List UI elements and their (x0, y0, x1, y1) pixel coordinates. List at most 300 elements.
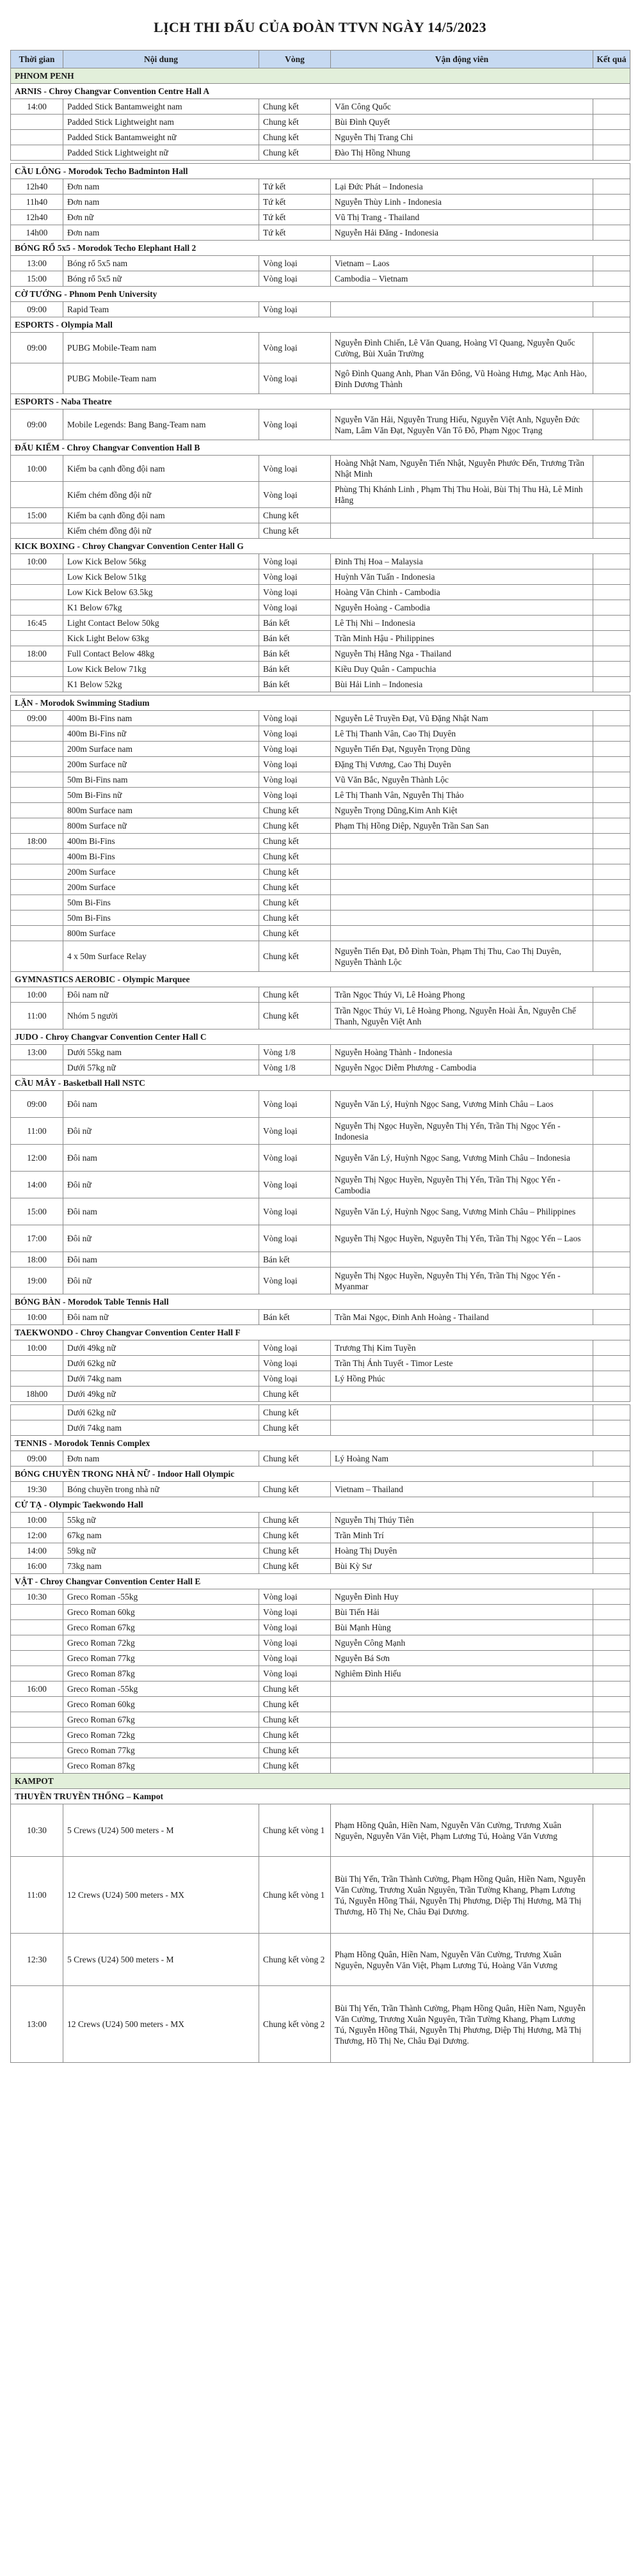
event-time (11, 1635, 63, 1651)
event-content: Dưới 74kg nam (63, 1420, 259, 1436)
venue-row (11, 164, 630, 179)
event-result (593, 849, 630, 864)
event-time (11, 1651, 63, 1666)
event-result (593, 1482, 630, 1497)
event-round: Vòng loại (259, 482, 331, 508)
event-athletes (331, 508, 593, 523)
event-result (593, 941, 630, 972)
event-result (593, 99, 630, 115)
event-round: Vòng loại (259, 456, 331, 482)
event-round: Chung kết (259, 508, 331, 523)
event-content: Low Kick Below 71kg (63, 662, 259, 677)
event-athletes: Nguyễn Đình Huy (331, 1589, 593, 1605)
event-round: Chung kết (259, 1697, 331, 1712)
event-time (11, 363, 63, 394)
event-result (593, 409, 630, 440)
event-time (11, 742, 63, 757)
event-row (11, 1118, 630, 1145)
event-athletes (331, 834, 593, 849)
event-round: Vòng loại (259, 711, 331, 726)
event-athletes: Nguyễn Văn Lý, Huỳnh Ngọc Sang, Vương Minh Châu – Indonesia (331, 1145, 593, 1172)
event-result (593, 926, 630, 941)
event-athletes: Vietnam – Laos (331, 256, 593, 271)
event-time: 18:00 (11, 646, 63, 662)
event-row (11, 302, 630, 317)
region-row (11, 1774, 630, 1789)
event-result (593, 1651, 630, 1666)
event-result (593, 1986, 630, 2063)
event-athletes: Bùi Đình Quyết (331, 115, 593, 130)
event-time (11, 482, 63, 508)
event-athletes: Nguyễn Thị Ngọc Huyền, Nguyễn Thị Yến, Trần Thị Ngọc Yến - Myanmar (331, 1268, 593, 1294)
event-result (593, 1758, 630, 1774)
event-round: Bán kết (259, 616, 331, 631)
event-time: 10:00 (11, 1340, 63, 1356)
event-athletes: Đào Thị Hồng Nhung (331, 145, 593, 161)
event-row (11, 677, 630, 692)
event-round: Chung kết (259, 1387, 331, 1402)
event-result (593, 1268, 630, 1294)
event-time (11, 895, 63, 910)
event-time: 18:00 (11, 834, 63, 849)
event-row (11, 757, 630, 772)
venue-row (11, 84, 630, 99)
event-time: 12:00 (11, 1528, 63, 1543)
event-content: Kiếm ba cạnh đồng đội nam (63, 456, 259, 482)
event-round: Vòng loại (259, 1268, 331, 1294)
event-athletes: Phạm Hồng Quân, Hiền Nam, Nguyễn Văn Cường, Trương Xuân Nguyên, Nguyễn Văn Việt, Phạm Lương Tú, Hoàng Văn Vương (331, 1804, 593, 1857)
event-time: 09:00 (11, 1091, 63, 1118)
event-athletes: Phạm Hồng Quân, Hiền Nam, Nguyễn Văn Cường, Trương Xuân Nguyên, Nguyễn Văn Việt, Phạm Lương Tú, Hoàng Văn Vương (331, 1934, 593, 1986)
event-row (11, 1091, 630, 1118)
event-result (593, 864, 630, 880)
venue-row (11, 1030, 630, 1045)
venue-label: TENNIS - Morodok Tennis Complex (11, 1436, 630, 1451)
event-time: 17:00 (11, 1225, 63, 1252)
event-row (11, 1060, 630, 1076)
event-content: Greco Roman 67kg (63, 1712, 259, 1728)
event-round: Chung kết (259, 895, 331, 910)
event-time (11, 1666, 63, 1682)
event-time: 12h40 (11, 179, 63, 195)
venue-label: GYMNASTICS AEROBIC - Olympic Marquee (11, 972, 630, 987)
venue-label: THUYỀN TRUYỀN THỐNG – Kampot (11, 1789, 630, 1804)
event-round: Vòng loại (259, 1172, 331, 1198)
event-content: Đôi nam nữ (63, 1310, 259, 1325)
venue-row (11, 1436, 630, 1451)
event-round: Chung kết (259, 864, 331, 880)
venue-row (11, 287, 630, 302)
venue-label: BÓNG CHUYỀN TRONG NHÀ NỮ - Indoor Hall Olympic (11, 1467, 630, 1482)
event-athletes: Lý Hoàng Nam (331, 1451, 593, 1467)
event-round: Bán kết (259, 1310, 331, 1325)
event-round: Vòng loại (259, 788, 331, 803)
event-round: Vòng loại (259, 271, 331, 287)
event-row (11, 145, 630, 161)
event-round: Vòng loại (259, 1666, 331, 1682)
event-round: Chung kết (259, 803, 331, 818)
event-result (593, 1387, 630, 1402)
event-round: Vòng loại (259, 757, 331, 772)
event-athletes: Bùi Tiến Hải (331, 1605, 593, 1620)
event-time: 14:00 (11, 1172, 63, 1198)
event-row (11, 1651, 630, 1666)
event-result (593, 1635, 630, 1651)
event-result (593, 1172, 630, 1198)
event-result (593, 1934, 630, 1986)
event-result (593, 115, 630, 130)
event-time: 09:00 (11, 333, 63, 363)
event-time: 10:30 (11, 1804, 63, 1857)
event-content: 5 Crews (U24) 500 meters - M (63, 1934, 259, 1986)
event-round: Chung kết (259, 1003, 331, 1030)
event-time (11, 130, 63, 145)
event-athletes: Nguyễn Thị Hằng Nga - Thailand (331, 646, 593, 662)
event-time (11, 1758, 63, 1774)
event-row (11, 1340, 630, 1356)
event-content: Greco Roman -55kg (63, 1682, 259, 1697)
event-athletes: Trần Minh Trí (331, 1528, 593, 1543)
event-content: Đôi nam (63, 1091, 259, 1118)
event-time (11, 788, 63, 803)
event-content: Dưới 62kg nữ (63, 1356, 259, 1371)
event-athletes (331, 1387, 593, 1402)
venue-label: TAEKWONDO - Chroy Changvar Convention Center Hall F (11, 1325, 630, 1340)
event-athletes: Lê Thị Nhi – Indonesia (331, 616, 593, 631)
event-athletes: Nguyễn Thị Trang Chi (331, 130, 593, 145)
event-time: 13:00 (11, 256, 63, 271)
event-result (593, 1145, 630, 1172)
event-result (593, 1528, 630, 1543)
event-athletes: Đinh Thị Hoa – Malaysia (331, 554, 593, 569)
event-round: Chung kết (259, 910, 331, 926)
venue-label: ĐẤU KIẾM - Chroy Changvar Convention Hall B (11, 440, 630, 456)
event-time (11, 569, 63, 585)
event-result (593, 1712, 630, 1728)
event-time (11, 677, 63, 692)
event-time (11, 1620, 63, 1635)
venue-label: JUDO - Chroy Changvar Convention Center Hall C (11, 1030, 630, 1045)
venue-row (11, 1789, 630, 1804)
event-result (593, 880, 630, 895)
event-content: Đôi nữ (63, 1225, 259, 1252)
event-round: Vòng loại (259, 1145, 331, 1172)
event-row (11, 1986, 630, 2063)
event-result (593, 1060, 630, 1076)
event-content: Light Contact Below 50kg (63, 616, 259, 631)
event-round: Chung kết (259, 115, 331, 130)
event-round: Vòng loại (259, 1198, 331, 1225)
event-row (11, 1697, 630, 1712)
event-content: Dưới 74kg nam (63, 1371, 259, 1387)
venue-label: CẦU MÂY - Basketball Hall NSTC (11, 1076, 630, 1091)
event-time (11, 1060, 63, 1076)
venue-row (11, 1467, 630, 1482)
event-result (593, 302, 630, 317)
event-time: 11:00 (11, 1857, 63, 1934)
event-row (11, 941, 630, 972)
event-content: K1 Below 67kg (63, 600, 259, 616)
event-row (11, 910, 630, 926)
event-result (593, 1559, 630, 1574)
venue-label: CỜ TƯỚNG - Phnom Penh University (11, 287, 630, 302)
event-row (11, 569, 630, 585)
event-content: Greco Roman 60kg (63, 1605, 259, 1620)
event-athletes: Nguyễn Thị Ngọc Huyền, Nguyễn Thị Yến, Trần Thị Ngọc Yến - Cambodia (331, 1172, 593, 1198)
event-row (11, 1804, 630, 1857)
venue-row (11, 394, 630, 409)
event-result (593, 210, 630, 225)
event-row (11, 195, 630, 210)
event-row (11, 1543, 630, 1559)
event-result (593, 225, 630, 241)
event-result (593, 1589, 630, 1605)
event-content: Đôi nữ (63, 1268, 259, 1294)
event-content: 50m Bi-Fins nữ (63, 788, 259, 803)
venue-row (11, 1497, 630, 1513)
event-content: Đơn nam (63, 225, 259, 241)
event-athletes: Hoàng Thị Duyên (331, 1543, 593, 1559)
event-round: Chung kết (259, 1528, 331, 1543)
event-time (11, 910, 63, 926)
event-content: Greco Roman 87kg (63, 1758, 259, 1774)
event-result (593, 554, 630, 569)
event-content: Đơn nam (63, 195, 259, 210)
event-round: Vòng loại (259, 363, 331, 394)
event-result (593, 803, 630, 818)
event-round: Chung kết (259, 99, 331, 115)
venue-label: CỬ TẠ - Olympic Taekwondo Hall (11, 1497, 630, 1513)
event-result (593, 1091, 630, 1118)
event-content: Low Kick Below 51kg (63, 569, 259, 585)
event-time (11, 1405, 63, 1420)
event-round: Chung kết (259, 1743, 331, 1758)
venue-label: ESPORTS - Naba Theatre (11, 394, 630, 409)
event-content: Padded Stick Bantamweight nam (63, 99, 259, 115)
event-result (593, 1003, 630, 1030)
event-content: 200m Surface nữ (63, 757, 259, 772)
event-athletes: Vietnam – Thailand (331, 1482, 593, 1497)
event-result (593, 482, 630, 508)
event-result (593, 1252, 630, 1268)
event-time (11, 115, 63, 130)
event-athletes: Ngô Đình Quang Anh, Phan Văn Đông, Vũ Hoàng Hưng, Mạc Anh Hào, Đinh Dương Thành (331, 363, 593, 394)
event-time (11, 1371, 63, 1387)
event-time (11, 880, 63, 895)
event-content: Low Kick Below 63.5kg (63, 585, 259, 600)
event-time: 12:30 (11, 1934, 63, 1986)
event-round: Chung kết (259, 849, 331, 864)
event-content: PUBG Mobile-Team nam (63, 333, 259, 363)
event-time (11, 926, 63, 941)
event-content: Greco Roman 72kg (63, 1728, 259, 1743)
event-result (593, 1451, 630, 1467)
event-round: Vòng loại (259, 1118, 331, 1145)
event-row (11, 1934, 630, 1986)
venue-row (11, 1076, 630, 1091)
event-round: Vòng loại (259, 742, 331, 757)
event-row (11, 616, 630, 631)
event-athletes: Đặng Thị Vương, Cao Thị Duyên (331, 757, 593, 772)
event-round: Bán kết (259, 646, 331, 662)
event-row (11, 926, 630, 941)
event-athletes (331, 849, 593, 864)
event-time: 15:00 (11, 508, 63, 523)
event-round: Chung kết (259, 1728, 331, 1743)
event-time: 09:00 (11, 711, 63, 726)
event-content: 400m Bi-Fins nam (63, 711, 259, 726)
event-time (11, 523, 63, 539)
event-athletes (331, 1743, 593, 1758)
event-time (11, 726, 63, 742)
event-row (11, 1513, 630, 1528)
event-content: Greco Roman -55kg (63, 1589, 259, 1605)
event-row (11, 1728, 630, 1743)
event-row (11, 1420, 630, 1436)
event-content: PUBG Mobile-Team nam (63, 363, 259, 394)
event-athletes (331, 926, 593, 941)
header-content: Nội dung (63, 51, 259, 68)
event-athletes: Nguyễn Văn Lý, Huỳnh Ngọc Sang, Vương Minh Châu – Laos (331, 1091, 593, 1118)
venue-row (11, 241, 630, 256)
event-time (11, 145, 63, 161)
event-content: Bóng rổ 5x5 nam (63, 256, 259, 271)
event-result (593, 1371, 630, 1387)
event-row (11, 987, 630, 1003)
event-athletes: Nguyễn Thị Ngọc Huyền, Nguyễn Thị Yến, Trần Thị Ngọc Yến - Indonesia (331, 1118, 593, 1145)
event-result (593, 757, 630, 772)
event-content: 12 Crews (U24) 500 meters - MX (63, 1857, 259, 1934)
schedule-body (11, 68, 630, 2063)
event-result (593, 456, 630, 482)
event-round: Bán kết (259, 677, 331, 692)
event-result (593, 742, 630, 757)
event-time (11, 803, 63, 818)
event-athletes (331, 1420, 593, 1436)
event-athletes: Nguyễn Tiến Đạt, Nguyễn Trọng Dũng (331, 742, 593, 757)
event-row (11, 726, 630, 742)
event-time: 09:00 (11, 1451, 63, 1467)
event-result (593, 1857, 630, 1934)
event-time: 18h00 (11, 1387, 63, 1402)
event-round: Vòng loại (259, 1635, 331, 1651)
event-row (11, 1045, 630, 1060)
event-content: Đôi nam (63, 1145, 259, 1172)
page-title: LỊCH THI ĐẤU CỦA ĐOÀN TTVN NGÀY 14/5/2023 (154, 19, 486, 35)
event-time (11, 772, 63, 788)
event-content: Rapid Team (63, 302, 259, 317)
event-result (593, 600, 630, 616)
event-result (593, 616, 630, 631)
event-round: Vòng loại (259, 1605, 331, 1620)
event-row (11, 1857, 630, 1934)
event-result (593, 1697, 630, 1712)
event-result (593, 1420, 630, 1436)
event-result (593, 523, 630, 539)
event-result (593, 1225, 630, 1252)
event-row (11, 772, 630, 788)
event-athletes: Nghiêm Đình Hiếu (331, 1666, 593, 1682)
event-athletes (331, 302, 593, 317)
event-row (11, 130, 630, 145)
event-content: Bóng chuyền trong nhà nữ (63, 1482, 259, 1497)
region-label: PHNOM PENH (11, 68, 630, 84)
event-content: Đơn nam (63, 179, 259, 195)
header-time: Thời gian (11, 51, 63, 68)
event-content: Kick Light Below 63kg (63, 631, 259, 646)
event-round: Chung kết (259, 1482, 331, 1497)
event-athletes (331, 1712, 593, 1728)
event-content: Dưới 49kg nữ (63, 1340, 259, 1356)
event-row (11, 1225, 630, 1252)
event-row (11, 1528, 630, 1543)
venue-label: LẶN - Morodok Swimming Stadium (11, 696, 630, 711)
event-result (593, 1356, 630, 1371)
event-row (11, 456, 630, 482)
event-row (11, 585, 630, 600)
event-athletes: Lại Đức Phát – Indonesia (331, 179, 593, 195)
event-athletes (331, 523, 593, 539)
event-result (593, 1728, 630, 1743)
event-time (11, 849, 63, 864)
event-content: 50m Bi-Fins (63, 895, 259, 910)
event-content: Dưới 57kg nữ (63, 1060, 259, 1076)
event-row (11, 711, 630, 726)
event-time: 09:00 (11, 409, 63, 440)
event-round: Vòng loại (259, 600, 331, 616)
event-time: 15:00 (11, 271, 63, 287)
venue-label: CẦU LÔNG - Morodok Techo Badminton Hall (11, 164, 630, 179)
event-time: 10:00 (11, 1513, 63, 1528)
event-round: Vòng loại (259, 1620, 331, 1635)
event-content: Kiếm chém đồng đội nữ (63, 482, 259, 508)
event-content: 200m Surface nam (63, 742, 259, 757)
event-athletes: Huỳnh Văn Tuấn - Indonesia (331, 569, 593, 585)
event-result (593, 1198, 630, 1225)
venue-row (11, 1325, 630, 1340)
event-round: Chung kết (259, 818, 331, 834)
event-round: Vòng loại (259, 302, 331, 317)
event-result (593, 130, 630, 145)
event-time: 18:00 (11, 1252, 63, 1268)
event-athletes (331, 910, 593, 926)
event-round: Chung kết (259, 1405, 331, 1420)
header-row (11, 51, 630, 68)
event-athletes (331, 864, 593, 880)
event-time: 10:00 (11, 987, 63, 1003)
venue-row (11, 1294, 630, 1310)
event-result (593, 363, 630, 394)
event-athletes: Nguyễn Lê Truyền Đạt, Vũ Đặng Nhật Nam (331, 711, 593, 726)
event-content: Low Kick Below 56kg (63, 554, 259, 569)
event-content: Đôi nam (63, 1198, 259, 1225)
event-result (593, 662, 630, 677)
event-row (11, 1405, 630, 1420)
event-time: 14h00 (11, 225, 63, 241)
event-row (11, 1387, 630, 1402)
event-row (11, 1743, 630, 1758)
event-athletes: Nguyễn Văn Lý, Huỳnh Ngọc Sang, Vương Minh Châu – Philippines (331, 1198, 593, 1225)
event-row (11, 115, 630, 130)
event-result (593, 1045, 630, 1060)
event-row (11, 271, 630, 287)
venue-row (11, 696, 630, 711)
event-athletes: Lê Thị Thanh Vân, Nguyễn Thị Thảo (331, 788, 593, 803)
event-row (11, 803, 630, 818)
event-result (593, 271, 630, 287)
event-row (11, 646, 630, 662)
event-time: 13:00 (11, 1986, 63, 2063)
